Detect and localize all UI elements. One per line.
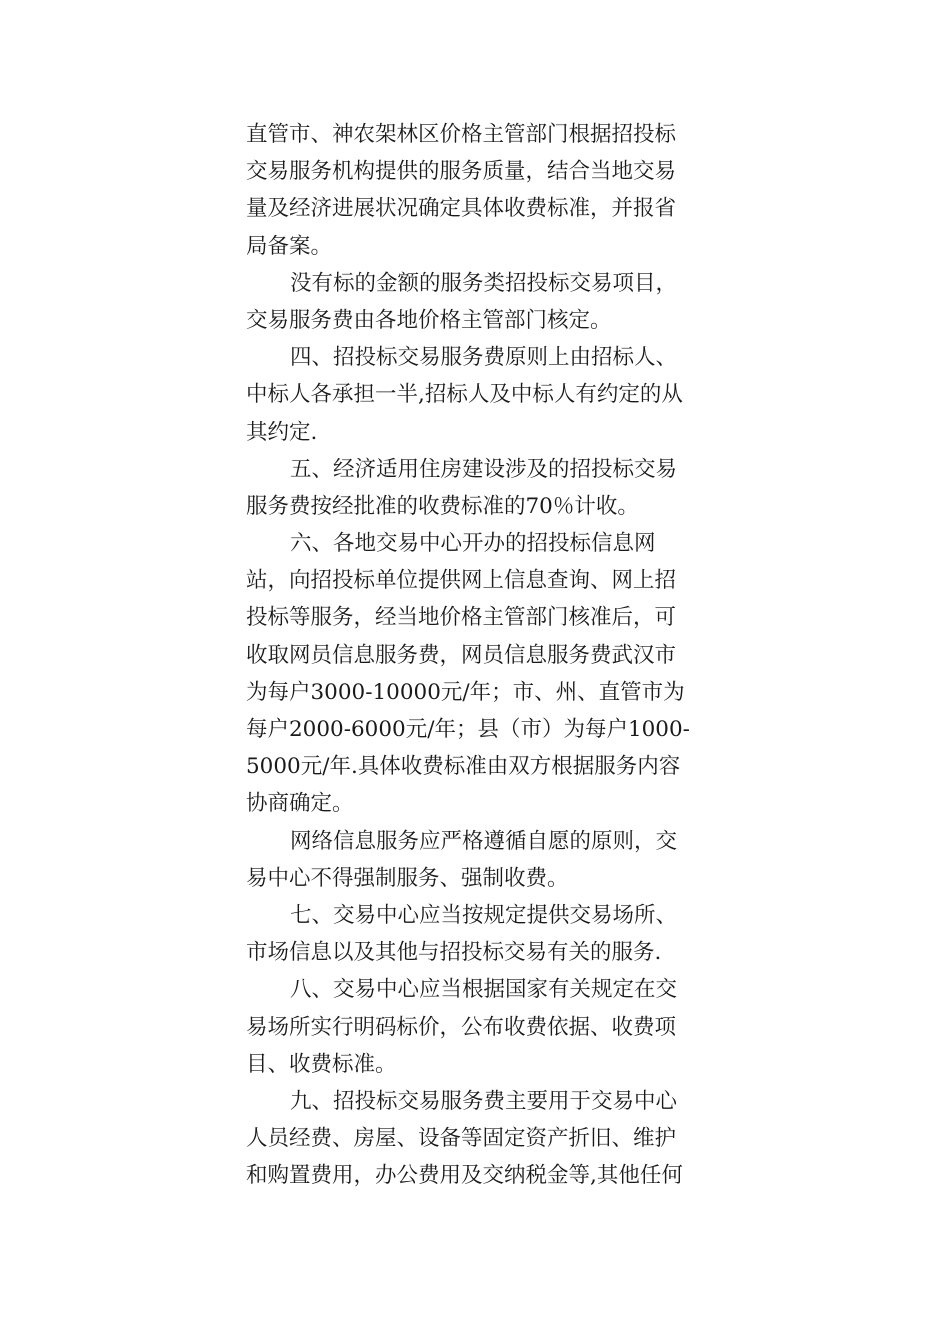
text-line: 收取网员信息服务费，网员信息服务费武汉市 (246, 642, 677, 668)
text-line: 市场信息以及其他与招投标交易有关的服务. (246, 940, 662, 966)
paragraph (246, 971, 716, 1083)
text-line: 目、收费标准。 (246, 1051, 397, 1077)
text-line: 人员经费、房屋、设备等固定资产折旧、维护 (246, 1126, 677, 1152)
text-line: 七、交易中心应当按规定提供交易场所、 (290, 902, 678, 928)
paragraph (246, 897, 716, 971)
text-line: 量及经济进展状况确定具体收费标准，并报省 (246, 196, 677, 222)
text-line: 没有标的金额的服务类招投标交易项目， (290, 270, 678, 296)
text-line: 服务费按经批准的收费标准的70％计收。 (246, 493, 639, 519)
text-line: 五、经济适用住房建设涉及的招投标交易 (290, 456, 678, 482)
text-line: 易场所实行明码标价，公布收费依据、收费项 (246, 1014, 677, 1040)
text-line: 其约定. (246, 419, 318, 445)
text-line: 交易服务费由各地价格主管部门核定。 (246, 307, 612, 333)
text-line: 和购置费用，办公费用及交纳税金等,其他任何 (246, 1163, 683, 1189)
text-line: 四、招投标交易服务费原则上由招标人、 (290, 345, 678, 371)
paragraph (246, 1083, 716, 1195)
text-line: 站，向招投标单位提供网上信息查询、网上招 (246, 568, 677, 594)
text-line: 局备案。 (246, 233, 333, 259)
paragraph (246, 265, 716, 339)
document-body (246, 116, 716, 1194)
paragraph (246, 451, 716, 525)
text-line: 九、招投标交易服务费主要用于交易中心 (290, 1088, 678, 1114)
text-line: 每户2000-6000元/年；县（市）为每户1000- (246, 717, 690, 742)
text-line: 交易服务机构提供的服务质量，结合当地交易 (246, 159, 677, 185)
paragraph (246, 116, 716, 265)
text-line: 直管市、神农架林区价格主管部门根据招投标 (246, 122, 677, 147)
text-line: 六、各地交易中心开办的招投标信息网 (290, 531, 656, 557)
text-line: 网络信息服务应严格遵循自愿的原则，交 (290, 828, 678, 854)
text-line: 易中心不得强制服务、强制收费。 (246, 865, 569, 891)
paragraph (246, 339, 716, 451)
text-line: 5000元/年.具体收费标准由双方根据服务内容 (246, 754, 681, 780)
text-line: 八、交易中心应当根据国家有关规定在交 (290, 977, 678, 1003)
paragraph (246, 823, 716, 897)
text-line: 协商确定。 (246, 791, 354, 817)
text-line: 中标人各承担一半,招标人及中标人有约定的从 (246, 382, 683, 408)
text-line: 为每户3000-10000元/年；市、州、直管市为 (246, 679, 685, 705)
text-line: 投标等服务，经当地价格主管部门核准后，可 (246, 605, 677, 631)
paragraph (246, 525, 716, 823)
